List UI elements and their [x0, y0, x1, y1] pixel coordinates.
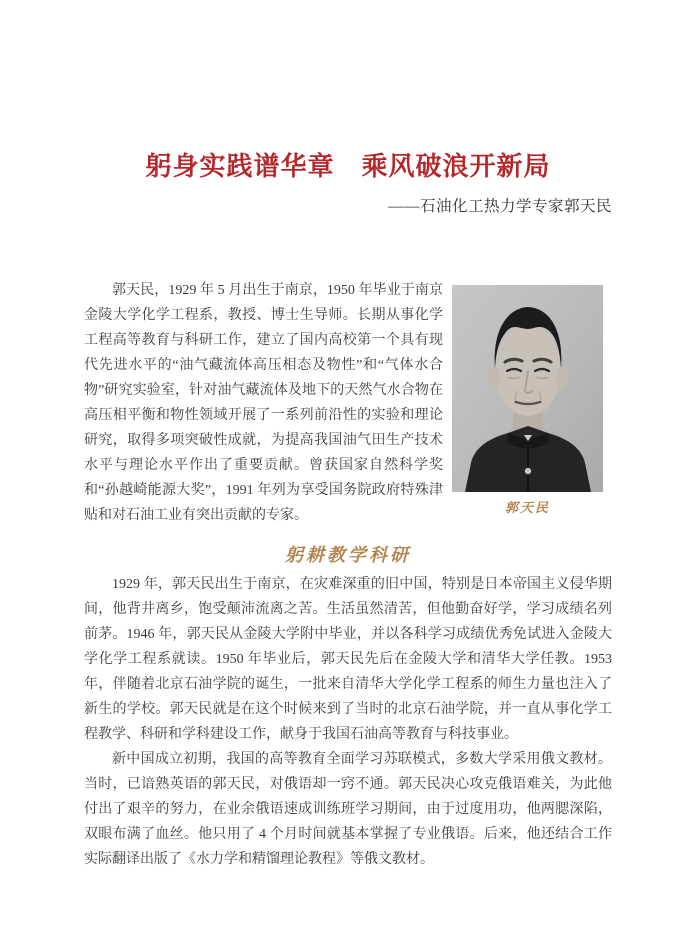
article-subtitle: ——石油化工热力学专家郭天民	[387, 198, 612, 215]
page-content	[0, 150, 680, 872]
photo-block	[452, 285, 603, 515]
body-paragraph-1: 1929 年，郭天民出生于南京，在灾难深重的旧中国，特别是日本帝国主义侵华期间，他背井离乡，饱受颠沛流离之苦。生活虽然清苦，但他勤奋好学，学习成绩名列前茅。1946 年，郭天民从金陵大学附中毕业，并以各科学习成绩优秀免试进入金陵大学化学工程系就读。1950 年毕业后，郭天民先后在金陵大学和清华大学任教。1953 年，伴随着北京石油学院的诞生，一批来自清华大学化学工程系的师生力量也注入了新生的学校。郭天民就是在这个时候来到了当时的北京石油学院，并一直从事化学工程教学、科研和学科建设工作，献身于我国石油高等教育与科技事业。	[84, 577, 612, 742]
photo-caption: 郭天民	[504, 500, 550, 515]
article-title: 躬身实践谱华章 乘风破浪开新局	[145, 152, 551, 181]
section-heading: 躬耕教学科研	[285, 545, 411, 565]
intro-paragraph: 郭天民，1929 年 5 月出生于南京，1950 年毕业于南京金陵大学化学工程系，教授、博士生导师。长期从事化学工程高等教育与科研工作，建立了国内高校第一个具有现代先进水平的“油气藏流体高压相态及物性”和“气体水合物”研究实验室，针对油气藏流体及地下的天然气水合物在高压相平衡和物性领域开展了一系列前沿性的实验和理论研究，取得多项突破性成就，为提高我国油气田生产技术水平与理论水平作出了重要贡献。曾获国家自然科学奖和“孙越崎能源大奖”，1991 年列为享受国务院政府特殊津贴和对石油工业有突出贡献的专家。	[84, 283, 443, 523]
body-paragraph-2: 新中国成立初期，我国的高等教育全面学习苏联模式，多数大学采用俄文教材。当时，已谙熟英语的郭天民，对俄语却一窍不通。郭天民决心攻克俄语难关，为此他付出了艰辛的努力，在业余俄语速成训练班学习期间，由于过度用功，他两腮深陷，双眼布满了血丝。他只用了 4 个月时间就基本掌握了专业俄语。后来，他还结合工作实际翻译出版了《水力学和精馏理论教程》等俄文教材。	[84, 752, 612, 867]
portrait-photo	[452, 285, 603, 492]
intro-section	[84, 278, 612, 528]
